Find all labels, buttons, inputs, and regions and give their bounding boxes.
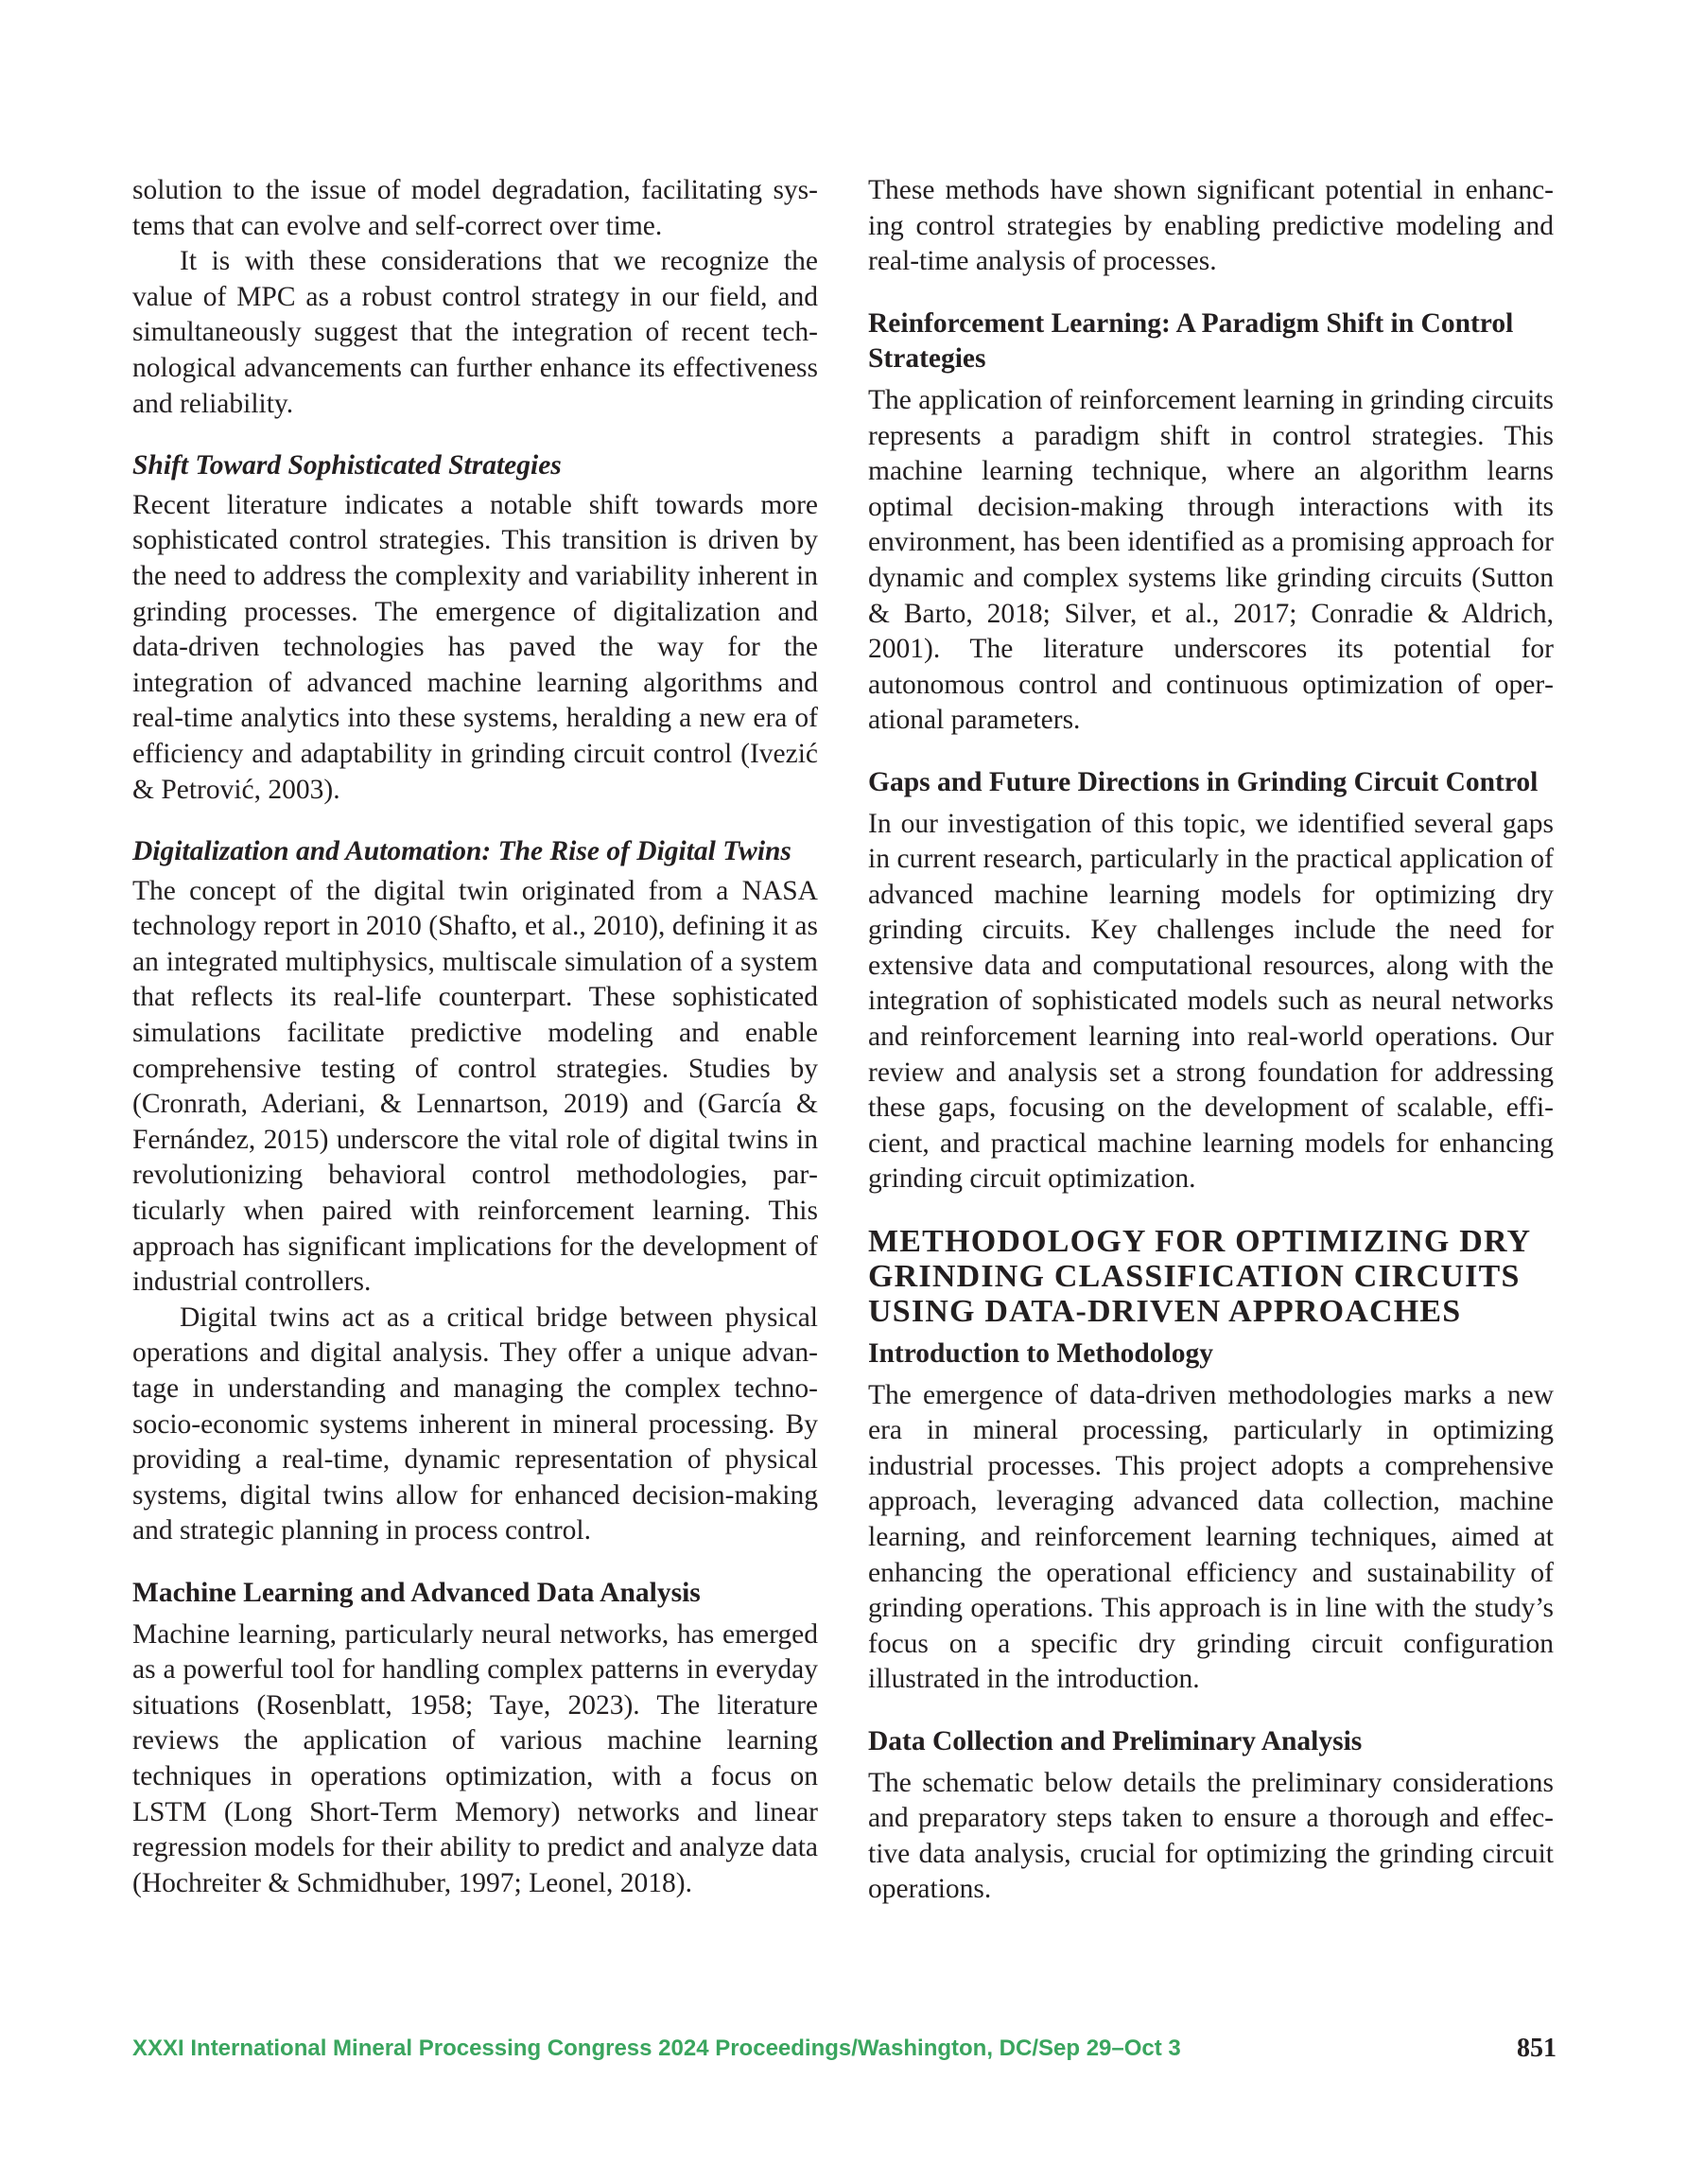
body-paragraph: Recent literature indicates a notable shift towards more sophisticated control strategies. This transition is driven by the need to address the complexity and variability inherent in grinding processes. The emergence of digitalization and data-driven technologies has paved the way for the integration of advanced machine learning algorithms and real-time analytics into these systems, heralding a new era of efficiency and adaptability in grinding circuit control (Ivezić & Petrović, 2003). bbox=[132, 489, 818, 805]
body-paragraph: It is with these considerations that we recognize the value of MPC as a robust control strategy in our field, and simultaneously suggest that the integration of recent technological advancements can further enhance its effectiveness and reliability. bbox=[132, 246, 818, 419]
body-paragraph: Machine learning, particularly neural networks, has emerged as a powerful tool for handling complex patterns in everyday situations (Rosenblatt, 1958; Taye, 2023). The literature reviews the application of various machine learning techniques in operations optimization, with a focus on LSTM (Long Short-Term Memory) networks and linear regression models for their ability to predict and analyze data (Hochreiter & Schmidhuber, 1997; Leonel, 2018). bbox=[132, 1618, 818, 1898]
subsection-heading: Gaps and Future Directions in Grinding Circuit Control bbox=[868, 766, 1539, 797]
section-heading: METHODOLOGY FOR OPTIMIZING DRY GRINDING CLASSIFICATION CIRCUITS USING DATA-DRIVEN APPROACHES bbox=[868, 1224, 1531, 1330]
body-paragraph: These methods have shown significant potential in enhancing control strategies by enabling predictive modeling and real-time analysis of processes. bbox=[868, 175, 1554, 277]
body-paragraph: solution to the issue of model degradation, facilitating systems that can evolve and self-correct over time. bbox=[132, 175, 818, 241]
subsection-heading: Introduction to Methodology bbox=[868, 1338, 1213, 1370]
subsection-heading: Machine Learning and Advanced Data Analysis bbox=[132, 1577, 701, 1608]
subsection-heading: Shift Toward Sophisticated Strategies bbox=[132, 450, 562, 481]
body-paragraph: The schematic below details the preliminary considerations and preparatory steps taken to ensure a thorough and effective data analysis, crucial for optimizing the grinding circuit operations. bbox=[868, 1767, 1554, 1905]
body-paragraph: The concept of the digital twin originated from a NASA technology report in 2010 (Shafto, et al., 2010), defining it as an integrated multiphysics, multiscale simulation of a system that reflects its real-life counterpart. These sophisticated simulations facilitate predictive modeling and enable comprehensive testing of control strategies. Studies by (Cronrath, Aderiani, & Lennartson, 2019) and (García & Fernández, 2015) underscore the vital role of digital twins in revolutionizing behavioral control methodologies, particularly when paired with reinforcement learning. This approach has significant implications for the development of industrial controllers. bbox=[132, 875, 818, 1298]
body-paragraph: In our investigation of this topic, we identified several gaps in current research, particularly in the practical application of advanced machine learning models for optimizing dry grinding circuits. Key challenges include the need for extensive data and computational resources, along with the integration of sophisticated models such as neural networks and reinforcement learning into real-world operations. Our review and analysis set a strong foundation for addressing these gaps, focusing on the development of scalable, efficient, and practical machine learning models for enhancing grinding circuit optimization. bbox=[868, 808, 1554, 1195]
body-paragraph: The emergence of data-driven methodologies marks a new era in mineral processing, particularly in optimizing industrial processes. This project adopts a comprehensive approach, leveraging advanced data collection, machine learning, and reinforcement learning techniques, aimed at enhancing the operational efficiency and sustainability of grinding operations. This approach is in line with the study’s focus on a specific dry grinding circuit configuration illustrated in the introduction. bbox=[868, 1379, 1554, 1695]
body-paragraph: The application of reinforcement learning in grinding circuits represents a paradigm shift in control strategies. This machine learning technique, where an algorithm learns optimal decision-making through interactions with its environment, has been identified as a promising approach for dynamic and complex systems like grinding circuits (Sutton & Barto, 2018; Silver, et al., 2017; Conradie & Aldrich, 2001). The literature underscores its potential for autonomous control and continuous optimization of operational parameters. bbox=[868, 384, 1554, 736]
subsection-heading: Reinforcement Learning: A Paradigm Shift in Control Strategies bbox=[868, 307, 1514, 375]
body-paragraph: Digital twins act as a critical bridge between physical operations and digital analysis. They offer a unique advantage in understanding and managing the complex techno-socio-economic systems inherent in mineral processing. By providing a real-time, dynamic representation of physical systems, digital twins allow for enhanced decision-making and strategic planning in process control. bbox=[132, 1302, 818, 1546]
right-column bbox=[868, 173, 1554, 1908]
left-column bbox=[132, 173, 818, 1901]
page-number: 851 bbox=[1517, 2034, 1557, 2063]
proceedings-citation: XXXI International Mineral Processing Congress 2024 Proceedings/Washington, DC/Sep 29–Oct 3 bbox=[132, 2035, 1181, 2061]
subsection-heading: Digitalization and Automation: The Rise of Digital Twins bbox=[132, 836, 791, 867]
page-footer bbox=[132, 2035, 1557, 2070]
subsection-heading: Data Collection and Preliminary Analysis bbox=[868, 1725, 1363, 1756]
